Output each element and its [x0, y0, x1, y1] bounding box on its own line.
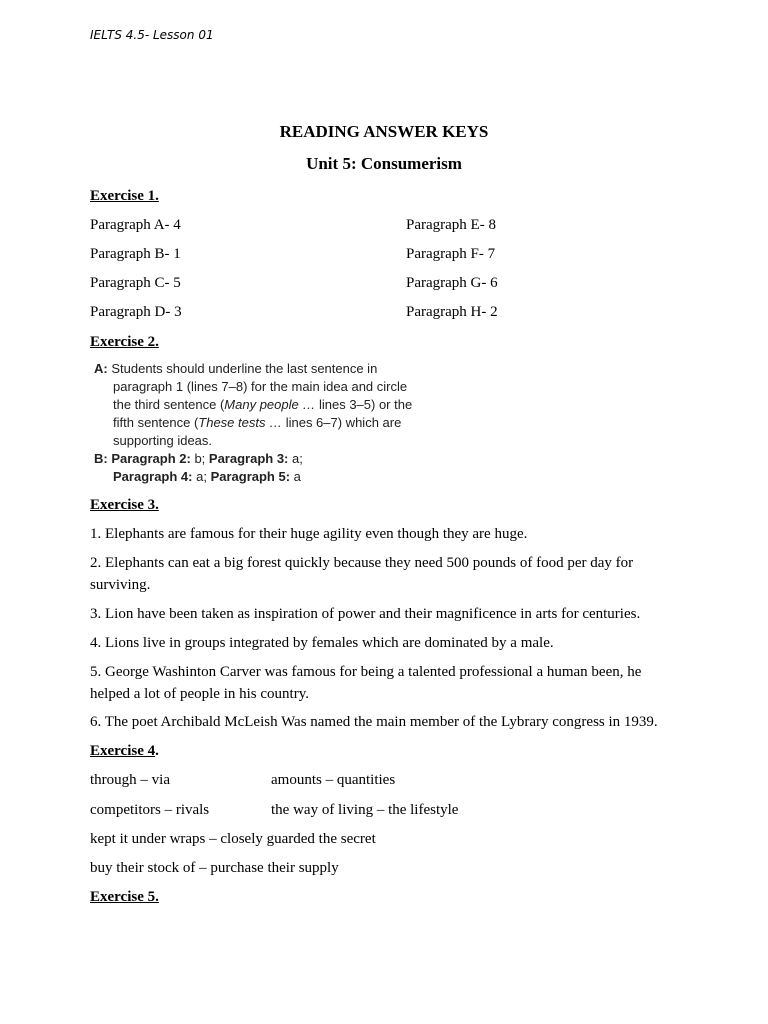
ex1-left-item: Paragraph D- 3: [90, 304, 182, 320]
ex4-pair: kept it under wraps – closely guarded the secret: [90, 831, 376, 847]
exercise-5-heading: Exercise 5.: [90, 889, 159, 905]
unit-subtitle: Unit 5: Consumerism: [306, 154, 462, 173]
ex4-pair: the way of living – the lifestyle: [271, 802, 459, 818]
ex1-right-item: Paragraph G- 6: [406, 275, 498, 291]
ex4-pair: amounts – quantities: [271, 772, 396, 788]
ex2-answer: a;: [192, 469, 211, 484]
ex1-left-item: Paragraph B- 1: [90, 246, 181, 262]
ex2-a-line: [94, 396, 454, 414]
exercise-1-heading: Exercise 1.: [90, 188, 159, 204]
ex2-text: the third sentence (: [113, 397, 225, 412]
ex2-text: fifth sentence (: [113, 415, 199, 430]
ex2-a-line: [94, 360, 454, 378]
ex2-text: lines 6–7) which are: [282, 415, 402, 430]
exercise-4-heading: [90, 740, 159, 762]
ex4-heading-text: Exercise 4: [90, 743, 156, 759]
ex1-right-item: Paragraph F- 7: [406, 246, 496, 262]
ex4-pair: through – via: [90, 772, 170, 788]
ex3-item: 3. Lion have been taken as inspiration of power and their magnificence in arts for centuries.: [90, 606, 641, 622]
ex1-right-item: Paragraph H- 2: [406, 304, 498, 320]
ex3-item: 5. George Washinton Carver was famous for being a talented professional a human been, he helped a lot of people in his country.: [90, 664, 642, 702]
ex2-a-label: A:: [94, 361, 108, 376]
ex2-text: lines 3–5) or the: [315, 397, 413, 412]
ex2-para-label: Paragraph 3:: [208, 451, 289, 466]
ex4-heading-dot: .: [155, 743, 159, 759]
ex2-b-label: B:: [94, 451, 108, 466]
ex4-pair: buy their stock of – purchase their supply: [90, 860, 339, 876]
ex2-para-label: Paragraph 5:: [210, 469, 291, 484]
ex2-a-text: Students should underline the last sentence in: [111, 361, 378, 376]
ex3-item: 6. The poet Archibald McLeish Was named the main member of the Lybrary congress in 1939.: [90, 714, 658, 730]
exercise-2-answer-image: [94, 360, 454, 486]
ex2-b-line: [94, 468, 454, 486]
ex2-a-line: [94, 414, 454, 432]
ex2-para-label: Paragraph 2:: [111, 451, 191, 466]
ex2-italic: These tests …: [198, 415, 283, 430]
ex3-item: 4. Lions live in groups integrated by females which are dominated by a male.: [90, 635, 554, 651]
ex1-left-item: Paragraph C- 5: [90, 275, 181, 291]
ex2-answer: b;: [190, 451, 209, 466]
ex4-pair: competitors – rivals: [90, 802, 210, 818]
page-header: IELTS 4.5- Lesson 01: [90, 28, 214, 42]
ex2-answer: a;: [288, 451, 303, 466]
ex1-right-item: Paragraph E- 8: [406, 217, 496, 233]
ex3-item: 1. Elephants are famous for their huge agility even though they are huge.: [90, 526, 528, 542]
ex3-item: 2. Elephants can eat a big forest quickly because they need 500 pounds of food per day for surviving.: [90, 555, 634, 593]
ex2-b-line: [94, 450, 454, 468]
ex2-a-line: paragraph 1 (lines 7–8) for the main idea and circle: [113, 379, 408, 394]
ex2-italic: Many people …: [224, 397, 316, 412]
ex2-a-line: supporting ideas.: [113, 433, 213, 448]
ex1-left-item: Paragraph A- 4: [90, 217, 181, 233]
exercise-2-heading: Exercise 2.: [90, 334, 159, 350]
page-title: READING ANSWER KEYS: [279, 122, 489, 141]
ex2-para-label: Paragraph 4:: [113, 469, 193, 484]
ex2-answer: a: [290, 469, 301, 484]
exercise-3-heading: Exercise 3.: [90, 497, 159, 513]
